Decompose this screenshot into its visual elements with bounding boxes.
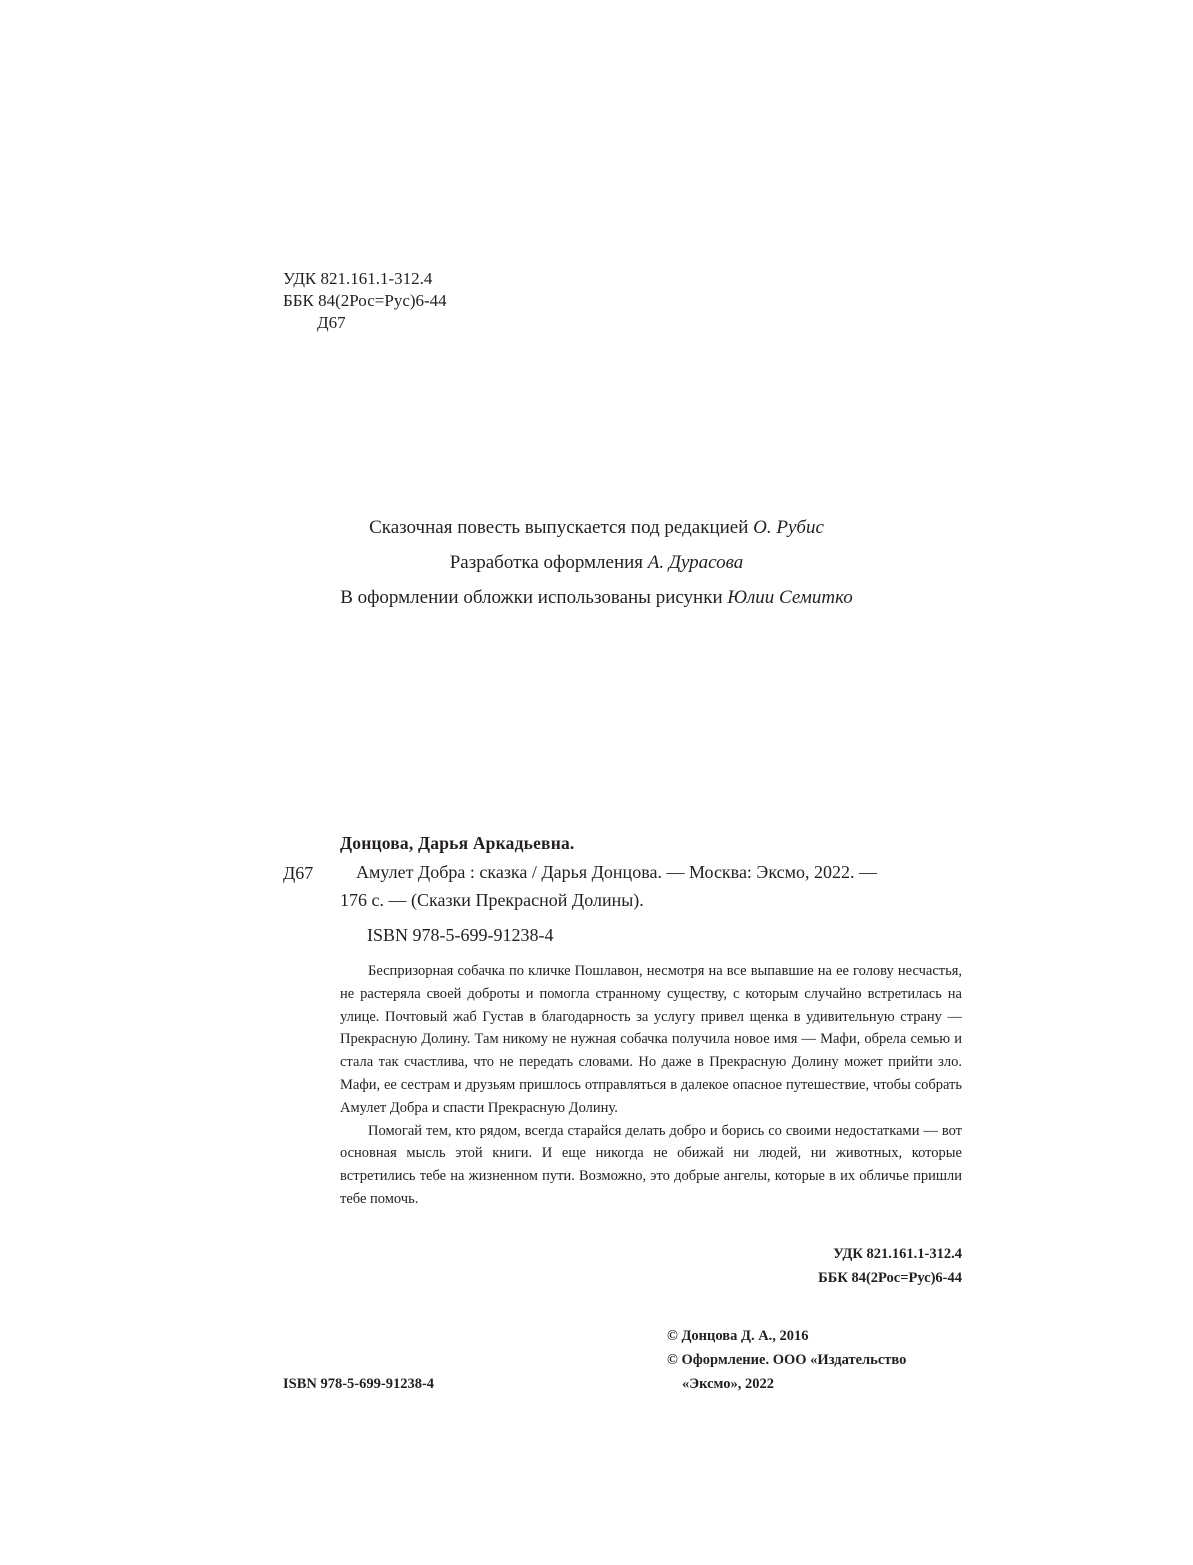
udk-code: УДК 821.161.1-312.4 bbox=[283, 269, 433, 288]
author-mark: Д67 bbox=[317, 313, 346, 332]
record-author: Донцова, Дарья Аркадьевна. bbox=[340, 833, 575, 853]
credit-editor-label: Сказочная повесть выпускается под редакцией bbox=[369, 517, 754, 538]
credit-cover-name: Юлии Семитко bbox=[727, 587, 853, 608]
credits-block bbox=[0, 510, 1193, 615]
copyright-design: © Оформление. ООО «Издательство bbox=[667, 1352, 907, 1368]
credit-design-name: А. Дурасова bbox=[647, 552, 744, 573]
record-isbn: ISBN 978-5-699-91238-4 bbox=[367, 925, 554, 945]
top-classification bbox=[283, 268, 447, 334]
annotation-paragraph: Помогай тем, кто рядом, всегда старайся делать добро и борись со своими недостатками — вот основная мысль этой книги. И еще никогда не обижай ни людей, ни животных, которые встретились тебе на жизненном пути. Возможно, это добрые ангелы, которые в их обличье пришли тебе помочь. bbox=[340, 1122, 962, 1207]
record-description bbox=[340, 858, 962, 914]
copyright-design-cont: «Эксмо», 2022 bbox=[682, 1376, 774, 1392]
udk-code-bottom: УДК 821.161.1-312.4 bbox=[833, 1246, 962, 1262]
annotation bbox=[340, 960, 962, 1211]
credit-editor-name: О. Рубис bbox=[753, 517, 824, 538]
credit-editor bbox=[0, 510, 1193, 545]
bottom-classification bbox=[700, 1242, 962, 1290]
annotation-paragraph: Беспризорная собачка по кличке Пошлавон, несмотря на все выпавшие на ее голову несчастья, не растеряла своей доброты и помогла странному существу, с которым случайно встретилась на улице. Почтовый жаб Густав в благодарность за услугу привел щенка в удивительную страну — Прекрасную Долину. Там никому не нужная собачка получила новое имя — Мафи, обрела семью и стала так счастлива, что не передать словами. Но даже в Прекрасную Долину может прийти зло. Мафи, ее сестрам и друзьям пришлось отправляться в далекое опасное путешествие, чтобы собрать Амулет Добра и спасти Прекрасную Долину. bbox=[340, 963, 962, 1116]
bbk-code: ББК 84(2Рос=Рус)6-44 bbox=[283, 291, 447, 310]
copyright-author: © Донцова Д. А., 2016 bbox=[667, 1328, 809, 1344]
bbk-code-bottom: ББК 84(2Рос=Рус)6-44 bbox=[818, 1270, 962, 1286]
bottom-isbn: ISBN 978-5-699-91238-4 bbox=[283, 1376, 435, 1392]
credit-cover bbox=[0, 580, 1193, 615]
copyright-block bbox=[667, 1324, 967, 1396]
credit-design bbox=[0, 545, 1193, 580]
record-pages-line: 176 с. — (Сказки Прекрасной Долины). bbox=[340, 890, 644, 910]
credit-design-label: Разработка оформления bbox=[449, 552, 648, 573]
credit-cover-label: В оформлении обложки использованы рисунки bbox=[340, 587, 728, 608]
record-author-mark: Д67 bbox=[283, 863, 314, 883]
record-title-line: Амулет Добра : сказка / Дарья Донцова. — Москва: Эксмо, 2022. — bbox=[356, 862, 877, 882]
